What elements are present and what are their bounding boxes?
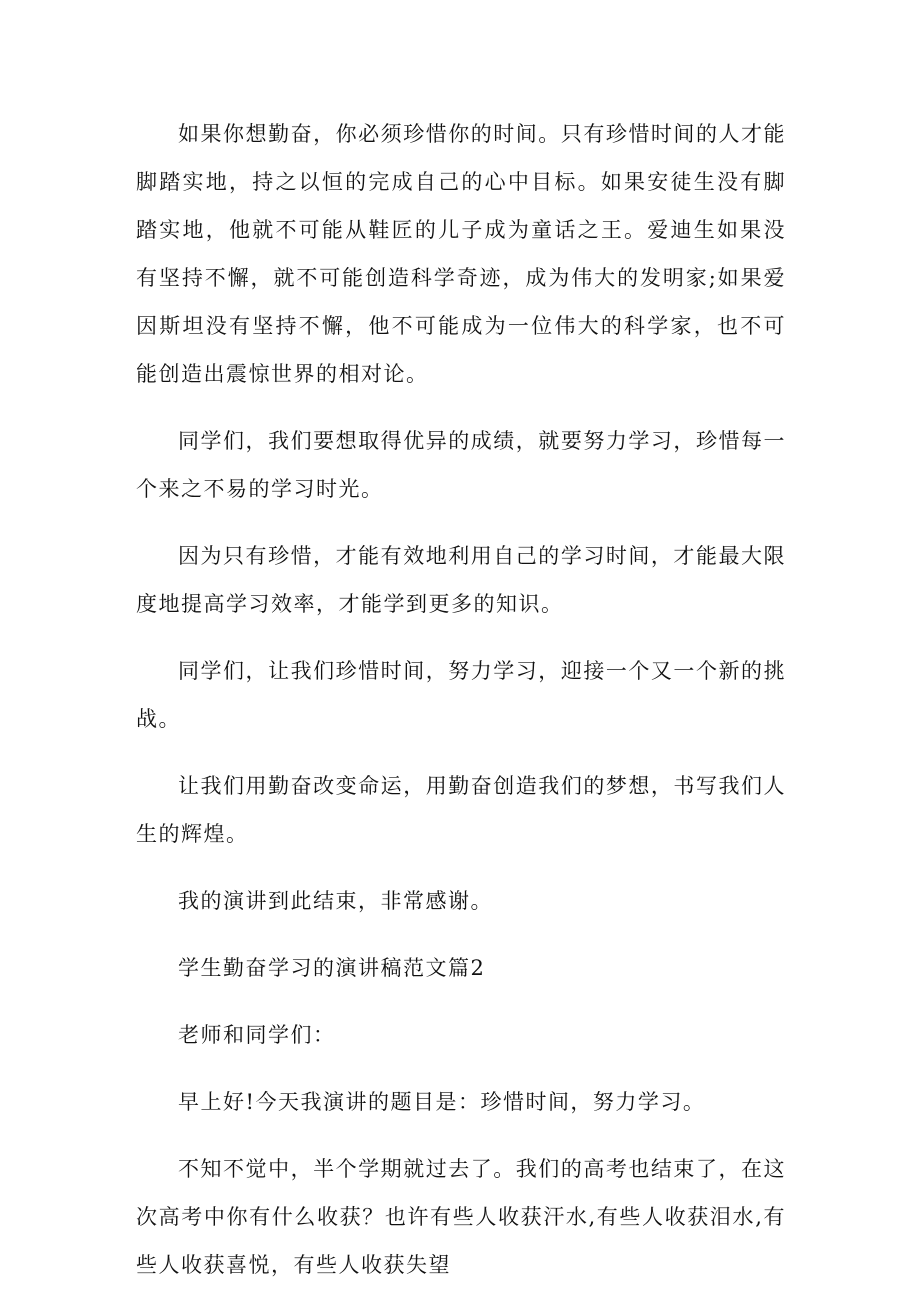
paragraph-greeting: 老师和同学们： xyxy=(178,1023,336,1047)
paragraph-change-fate: 让我们用勤奋改变命运，用勤奋创造我们的梦想，书写我们人生的辉煌。 xyxy=(136,774,786,846)
paragraph-diligence-examples: 如果你想勤奋，你必须珍惜你的时间。只有珍惜时间的人才能脚踏实地，持之以恒的完成自己的心中目标。如果安徒生没有脚踏实地，他就不可能从鞋匠的儿子成为童话之王。爱迪生如果没有坚持不懈，就不可能创造科学奇迹，成为伟大的发明家;如果爱因斯坦没有坚持不懈，他不可能成为一位伟大的科学家，也不可能创造出震惊世界的相对论。 xyxy=(136,122,786,386)
paragraph-efficiency: 因为只有珍惜，才能有效地利用自己的学习时间，才能最大限度地提高学习效率，才能学到更多的知识。 xyxy=(136,544,786,616)
paragraph-good-results: 同学们，我们要想取得优异的成绩，就要努力学习，珍惜每一个来之不易的学习时光。 xyxy=(136,429,786,501)
section-title-part-2: 学生勤奋学习的演讲稿范文篇2 xyxy=(178,956,486,980)
paragraph-closing: 我的演讲到此结束，非常感谢。 xyxy=(178,889,493,913)
paragraph-new-challenges: 同学们，让我们珍惜时间，努力学习，迎接一个又一个新的挑战。 xyxy=(136,659,786,731)
document-body xyxy=(136,110,786,1308)
paragraph-exam-harvest: 不知不觉中，半个学期就过去了。我们的高考也结束了，在这次高考中你有什么收获？也许有些人收获汗水,有些人收获泪水,有些人收获喜悦，有些人收获失望 xyxy=(136,1157,786,1277)
paragraph-topic: 早上好!今天我演讲的题目是：珍惜时间，努力学习。 xyxy=(178,1090,706,1114)
